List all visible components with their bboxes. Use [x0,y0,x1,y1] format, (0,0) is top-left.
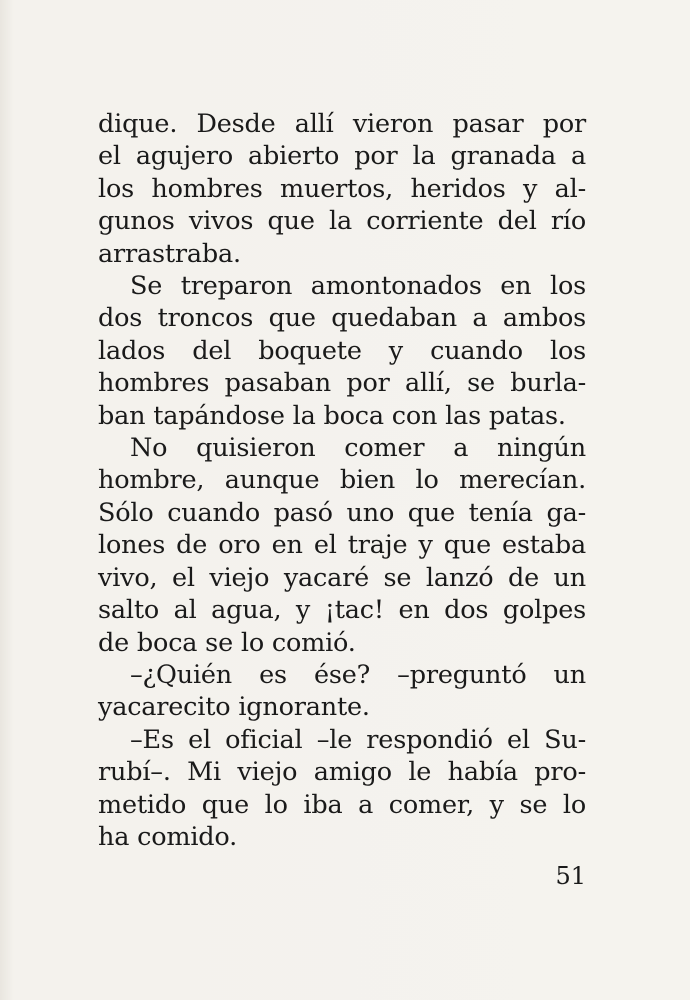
text-line: de boca se lo comió. [98,627,356,658]
text-line: Sólo cuando pasó uno que tenía ga- [98,497,586,528]
text-line: Se treparon amontonados en los [130,271,586,302]
text-line: los hombres muertos, heridos y al- [98,173,586,204]
text-line: salto al agua, y ¡tac! en dos golpes [98,595,586,626]
text-line: vivo, el viejo yacaré se lanzó de un [98,562,586,593]
text-line: hombre, aunque bien lo merecían. [98,465,586,496]
text-line: gunos vivos que la corriente del río [98,206,586,237]
text-line: dique. Desde allí vieron pasar por [98,109,586,139]
text-line: arrastraba. [98,238,241,269]
text-line: –¿Quién es ése? –preguntó un [130,659,586,690]
text-line: ban tapándose la boca con las patas. [98,400,566,431]
text-line: metido que lo iba a comer, y se lo [98,789,586,820]
text-line: el agujero abierto por la granada a [98,141,586,172]
text-line: dos troncos que quedaban a ambos [98,303,586,334]
text-line: lados del boquete y cuando los [98,335,586,366]
text-line: lones de oro en el traje y que estaba [98,530,586,561]
page-number: 51 [555,862,586,890]
text-line: hombres pasaban por allí, se burla- [98,368,586,399]
text-line: rubí–. Mi viejo amigo le había pro- [98,757,586,788]
text-line: ha comido. [98,821,238,852]
text-line: yacarecito ignorante. [98,692,370,723]
body-text [98,108,586,853]
text-line: –Es el oficial –le respondió el Su- [130,724,586,755]
text-line: No quisieron comer a ningún [130,433,586,464]
